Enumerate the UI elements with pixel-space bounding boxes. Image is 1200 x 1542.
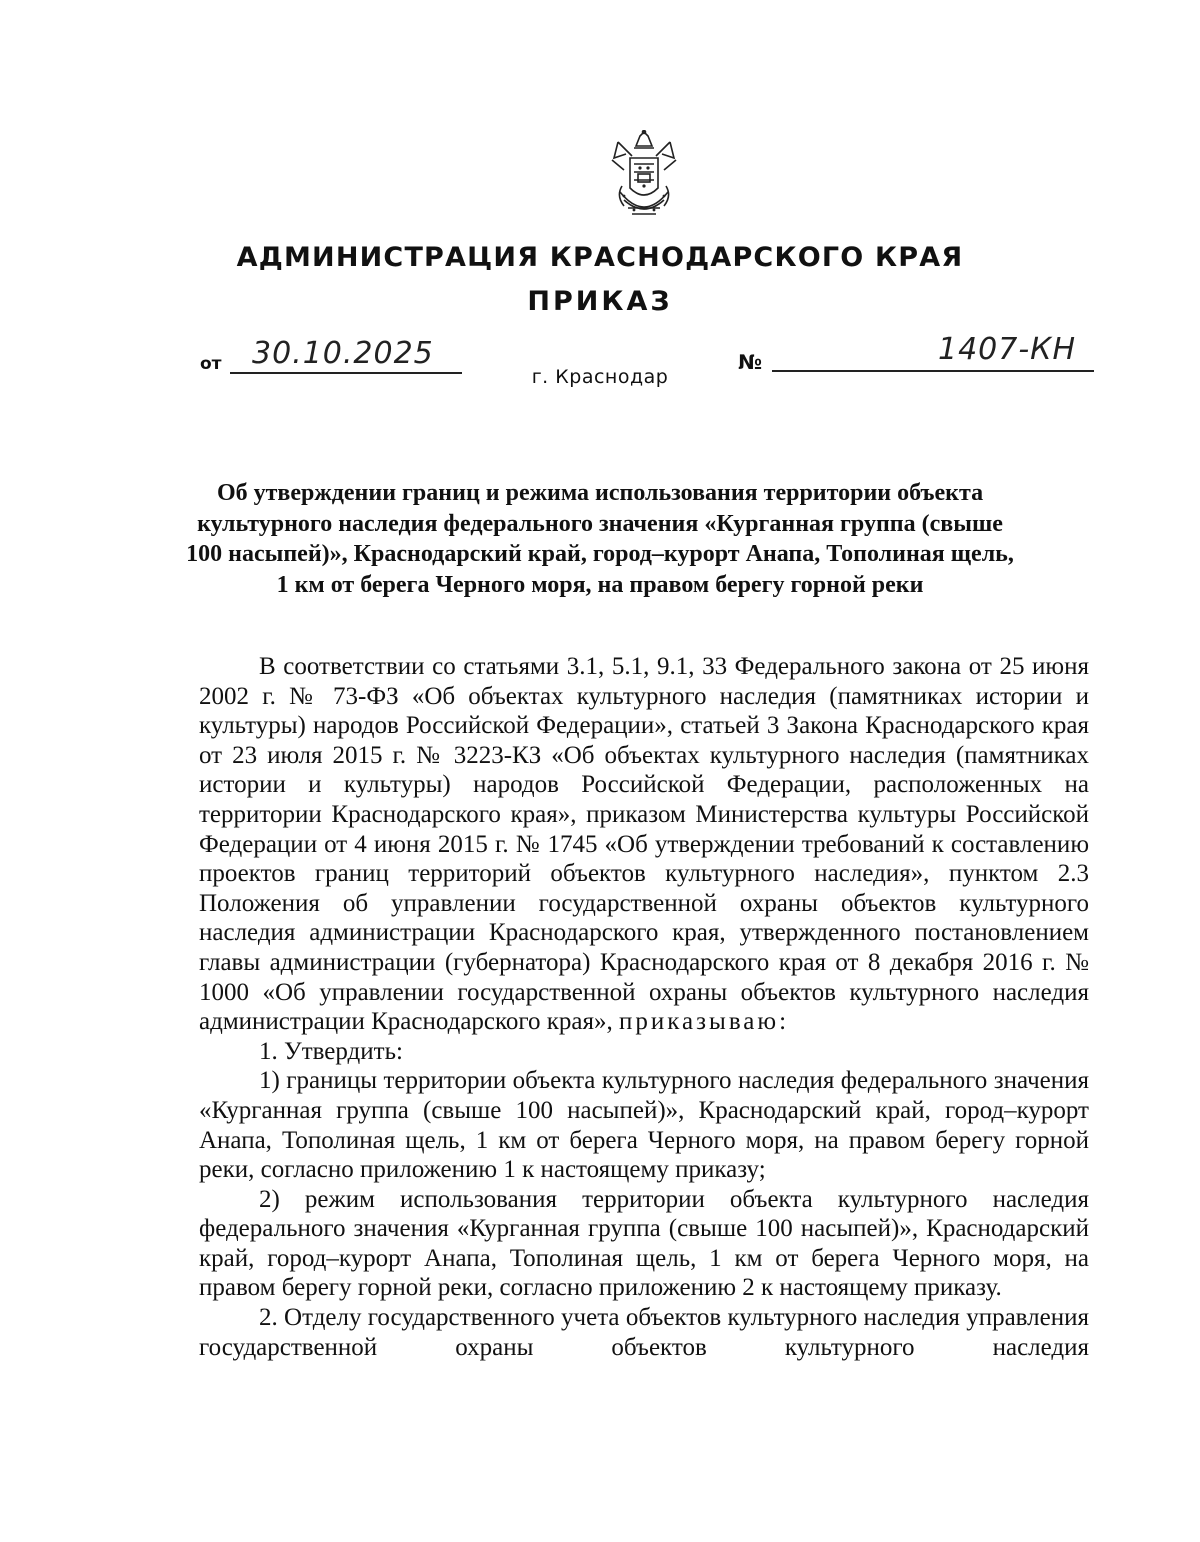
coat-of-arms-icon (604, 130, 684, 226)
preamble-text: В соответствии со статьями 3.1, 5.1, 9.1, 33 Федерального закона от 25 июня 2002 г. № 73-ФЗ «Об объектах культурного наследия (памятниках истории и культуры) народов Российской Федерации», статьей 3 Закона Краснодарского края от 23 июля 2015 г. № 3223-КЗ «Об объектах культурного наследия (памятниках истории и культуры) народов Российской Федерации, расположенных на территории Краснодарского края», приказом Министерства культуры Российской Федерации от 4 июня 2015 г. № 1745 «Об утверждении требований к составлению проектов границ территорий объектов культурного наследия», пунктом 2.3 Положения об управлении государственной охраны объектов культурного наследия администрации Краснодарского края, утвержденного постановлением главы администрации (губернатора) Краснодарского края от 8 декабря 2016 г. № 1000 «Об управлении государственной охраны объектов культурного наследия администрации Краснодарского края», (199, 653, 1089, 1036)
item-1: 1. Утвердить: (259, 1037, 403, 1065)
item-1-2: 2) режим использования территории объекта культурного наследия федерального значения «Курганная группа (свыше 100 насыпей)», Краснодарский край, город–курорт Анапа, Тополиная щель, 1 км от берега Черного моря, на правом берегу горной реки, согласно приложению 2 к настоящему приказу. (199, 1185, 1089, 1302)
date-value: 30.10.2025 (252, 336, 434, 371)
document-title: Об утверждении границ и режима использования территории объекта культурного наследия федерального значения «Курганная группа (свыше 100 насыпей)», Краснодарский край, город–курорт Анапа, Тополиная щель, 1 км от берега Черного моря, на правом берегу горной реки (186, 480, 1014, 598)
number-value: 1407-КН (938, 332, 1077, 367)
item-2: 2. Отделу государственного учета объектов культурного наследия управления государственной охраны объектов культурного наследия (199, 1304, 1089, 1361)
city: г. Краснодар (531, 366, 669, 388)
preamble-paragraph (199, 652, 1089, 1037)
organization-name: АДМИНИСТРАЦИЯ КРАСНОДАРСКОГО КРАЯ (236, 242, 964, 273)
document-body (199, 652, 1089, 1362)
document-type: ПРИКАЗ (527, 286, 673, 317)
number-prefix: № (738, 350, 763, 374)
item-1-1: 1) границы территории объекта культурного наследия федерального значения «Курганная группа (свыше 100 насыпей)», Краснодарский край, город–курорт Анапа, Тополиная щель, 1 км от берега Черного моря, на правом берегу горной реки, согласно приложению 1 к настоящему приказу; (199, 1067, 1089, 1184)
order-word: приказываю: (619, 1008, 790, 1036)
date-prefix: от (200, 354, 222, 374)
